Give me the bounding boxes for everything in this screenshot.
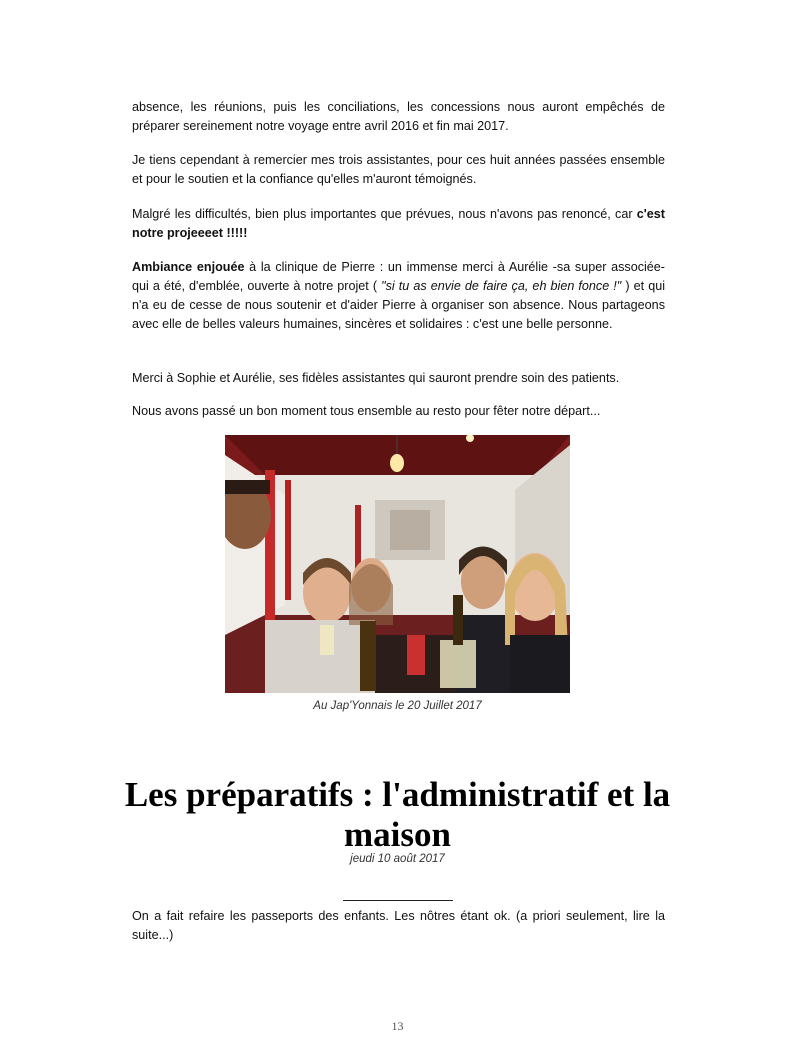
- paragraph-difficulties: [132, 205, 665, 243]
- restaurant-group-photo: [225, 435, 570, 693]
- paragraph-ambiance: [132, 258, 665, 334]
- photo-caption: Au Jap'Yonnais le 20 Juillet 2017: [313, 700, 482, 712]
- divider-rule: [343, 900, 453, 901]
- paragraph-merci: Merci à Sophie et Aurélie, ses fidèles assistantes qui sauront prendre soin des patients.: [132, 371, 620, 385]
- section-date: jeudi 10 août 2017: [350, 853, 445, 865]
- paragraph-ambiance-text1: à la clinique de Pierre : un immense merci à Aurélie -sa super associée- qui a été, d'emblée, ouverte à notre projet (: [132, 260, 665, 293]
- paragraph-difficulties-bold: c'est notre projeeeet !!!!!: [132, 207, 665, 240]
- paragraph-thanks-assistants: Je tiens cependant à remercier mes trois assistantes, pour ces huit années passées ensemble et pour le soutien et la confiance qu'elles m'auront témoignés.: [132, 153, 665, 186]
- photo-illustration: [225, 435, 570, 693]
- paragraph-absence: absence, les réunions, puis les conciliations, les concessions nous auront empêchés de préparer sereinement notre voyage entre avril 2016 et fin mai 2017.: [132, 100, 665, 133]
- paragraph-resto: Nous avons passé un bon moment tous ensemble au resto pour fêter notre départ...: [132, 404, 601, 418]
- section-title: Les préparatifs : l'administratif et la maison: [124, 775, 671, 854]
- paragraph-ambiance-quote: "si tu as envie de faire ça, eh bien fonce !": [381, 279, 622, 293]
- paragraph-passports: On a fait refaire les passeports des enfants. Les nôtres étant ok. (a priori seulement, lire la suite...): [132, 909, 665, 942]
- paragraph-ambiance-bold: Ambiance enjouée: [132, 260, 245, 274]
- paragraph-ambiance-text2: ) et qui n'a eu de cesse de nous soutenir et d'aider Pierre à organiser son absence. Nous partageons avec elle de belles valeurs humaines, sincères et solidaires : c'est une belle personne.: [132, 279, 665, 331]
- page-number: 13: [391, 1019, 404, 1033]
- paragraph-difficulties-text: Malgré les difficultés, bien plus importantes que prévues, nous n'avons pas renoncé, car: [132, 207, 637, 221]
